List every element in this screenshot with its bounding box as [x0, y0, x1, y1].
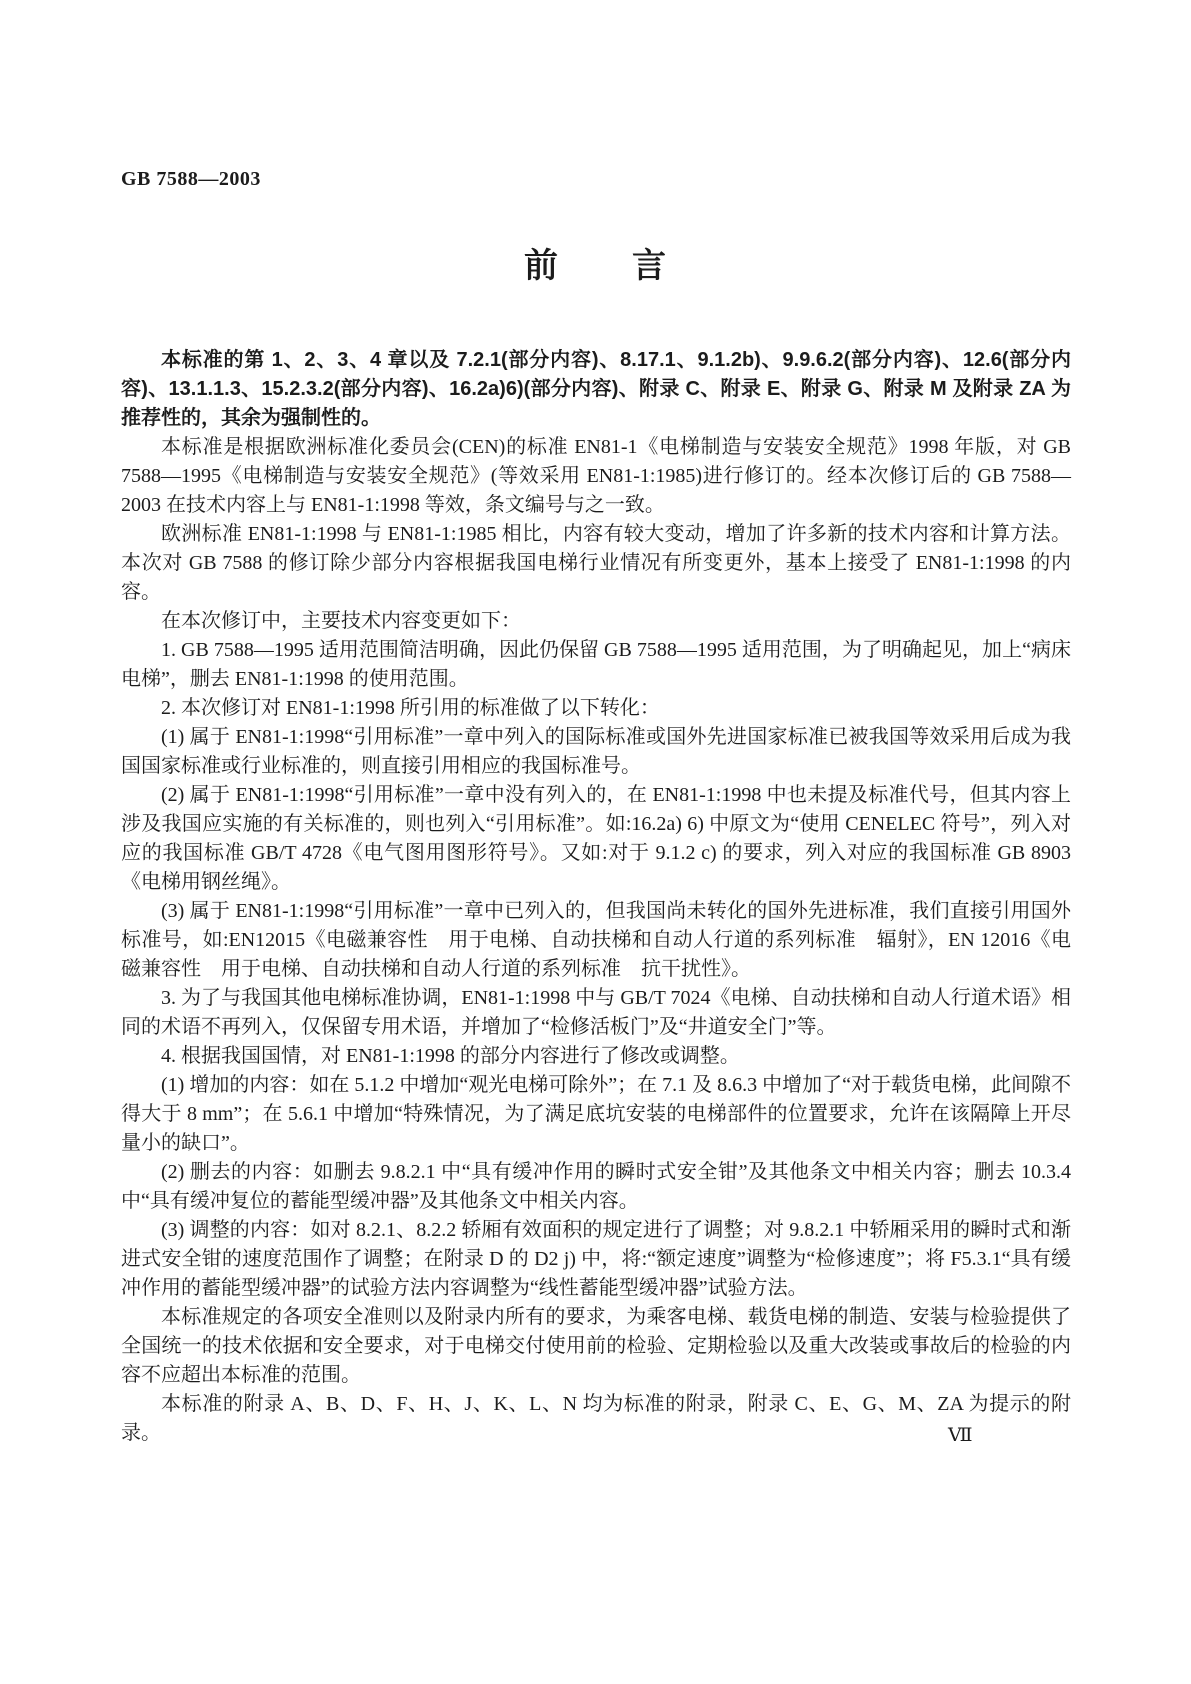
paragraph: 3. 为了与我国其他电梯标准协调，EN81-1:1998 中与 GB/T 7024《电梯、自动扶梯和自动人行道术语》相同的术语不再列入，仅保留专用术语，并增加了“检修活板门”及“井道安全门”等。 — [121, 987, 1071, 1038]
paragraph: 2. 本次修订对 EN81-1:1998 所引用的标准做了以下转化： — [161, 697, 660, 719]
paragraph: 本标准规定的各项安全准则以及附录内所有的要求，为乘客电梯、载货电梯的制造、安装与检验提供了全国统一的技术依据和安全要求，对于电梯交付使用前的检验、定期检验以及重大改装或事故后的检验的内容不应超出本标准的范围。 — [121, 1306, 1071, 1386]
page-number: Ⅶ — [948, 1425, 973, 1446]
body-text — [121, 346, 1071, 1448]
paragraph: 4. 根据我国国情，对 EN81-1:1998 的部分内容进行了修改或调整。 — [161, 1045, 740, 1067]
paragraph: 在本次修订中，主要技术内容变更如下： — [161, 610, 521, 632]
paragraph: (1) 增加的内容：如在 5.1.2 中增加“观光电梯可除外”；在 7.1 及 8.6.3 中增加了“对于载货电梯，此间隙不得大于 8 mm”；在 5.6.1 中增加“特殊情况，为了满足底坑安装的电梯部件的位置要求，允许在该隔障上开尽量小的缺口”。 — [121, 1074, 1071, 1154]
doc-code: GB 7588—2003 — [121, 168, 261, 190]
page-title: 前 言 — [524, 247, 668, 285]
paragraph: (1) 属于 EN81-1:1998“引用标准”一章中列入的国际标准或国外先进国家标准已被我国等效采用后成为我国国家标准或行业标准的，则直接引用相应的我国标准号。 — [121, 726, 1071, 777]
paragraph: 欧洲标准 EN81-1:1998 与 EN81-1:1985 相比，内容有较大变动，增加了许多新的技术内容和计算方法。本次对 GB 7588 的修订除少部分内容根据我国电梯行业情况有所变更外，基本上接受了 EN81-1:1998 的内容。 — [121, 523, 1071, 603]
paragraph: (2) 删去的内容：如删去 9.8.2.1 中“具有缓冲作用的瞬时式安全钳”及其他条文中相关内容；删去 10.3.4 中“具有缓冲复位的蓄能型缓冲器”及其他条文中相关内容。 — [121, 1161, 1071, 1212]
paragraph: 本标准的附录 A、B、D、F、H、J、K、L、N 均为标准的附录，附录 C、E、G、M、ZA 为提示的附录。 — [121, 1393, 1071, 1444]
paragraph: 1. GB 7588—1995 适用范围简洁明确，因此仍保留 GB 7588—1995 适用范围，为了明确起见，加上“病床电梯”，删去 EN81-1:1998 的使用范围。 — [121, 639, 1071, 690]
paragraph: (2) 属于 EN81-1:1998“引用标准”一章中没有列入的，在 EN81-1:1998 中也未提及标准代号，但其内容上涉及我国应实施的有关标准的，则也列入“引用标准”。如:16.2a) 6) 中原文为“使用 CENELEC 符号”，列入对应的我国标准 GB/T 4728《电气图用图形符号》。又如:对于 9.1.2 c) 的要求，列入对应的我国标准 GB 8903《电梯用钢丝绳》。 — [121, 784, 1071, 893]
paragraph: 本标准是根据欧洲标准化委员会(CEN)的标准 EN81-1《电梯制造与安装安全规范》1998 年版，对 GB 7588—1995《电梯制造与安装安全规范》(等效采用 EN81-1:1985)进行修订的。经本次修订后的 GB 7588—2003 在技术内容上与 EN81-1:1998 等效，条文编号与之一致。 — [121, 436, 1071, 516]
paragraph: 本标准的第 1、2、3、4 章以及 7.2.1(部分内容)、8.17.1、9.1.2b)、9.9.6.2(部分内容)、12.6(部分内容)、13.1.1.3、15.2.3.2(部分内容)、16.2a)6)(部分内容)、附录 C、附录 E、附录 G、附录 M 及附录 ZA 为推荐性的，其余为强制性的。 — [121, 349, 1071, 429]
paragraph: (3) 调整的内容：如对 8.2.1、8.2.2 轿厢有效面积的规定进行了调整；对 9.8.2.1 中轿厢采用的瞬时式和渐进式安全钳的速度范围作了调整；在附录 D 的 D2 j) 中，将:“额定速度”调整为“检修速度”；将 F5.3.1“具有缓冲作用的蓄能型缓冲器”的试验方法内容调整为“线性蓄能型缓冲器”试验方法。 — [121, 1219, 1071, 1299]
paragraph: (3) 属于 EN81-1:1998“引用标准”一章中已列入的，但我国尚未转化的国外先进标准，我们直接引用国外标准号，如:EN12015《电磁兼容性 用于电梯、自动扶梯和自动人行道的系列标准 辐射》，EN 12016《电磁兼容性 用于电梯、自动扶梯和自动人行道的系列标准 抗干扰性》。 — [121, 900, 1071, 980]
